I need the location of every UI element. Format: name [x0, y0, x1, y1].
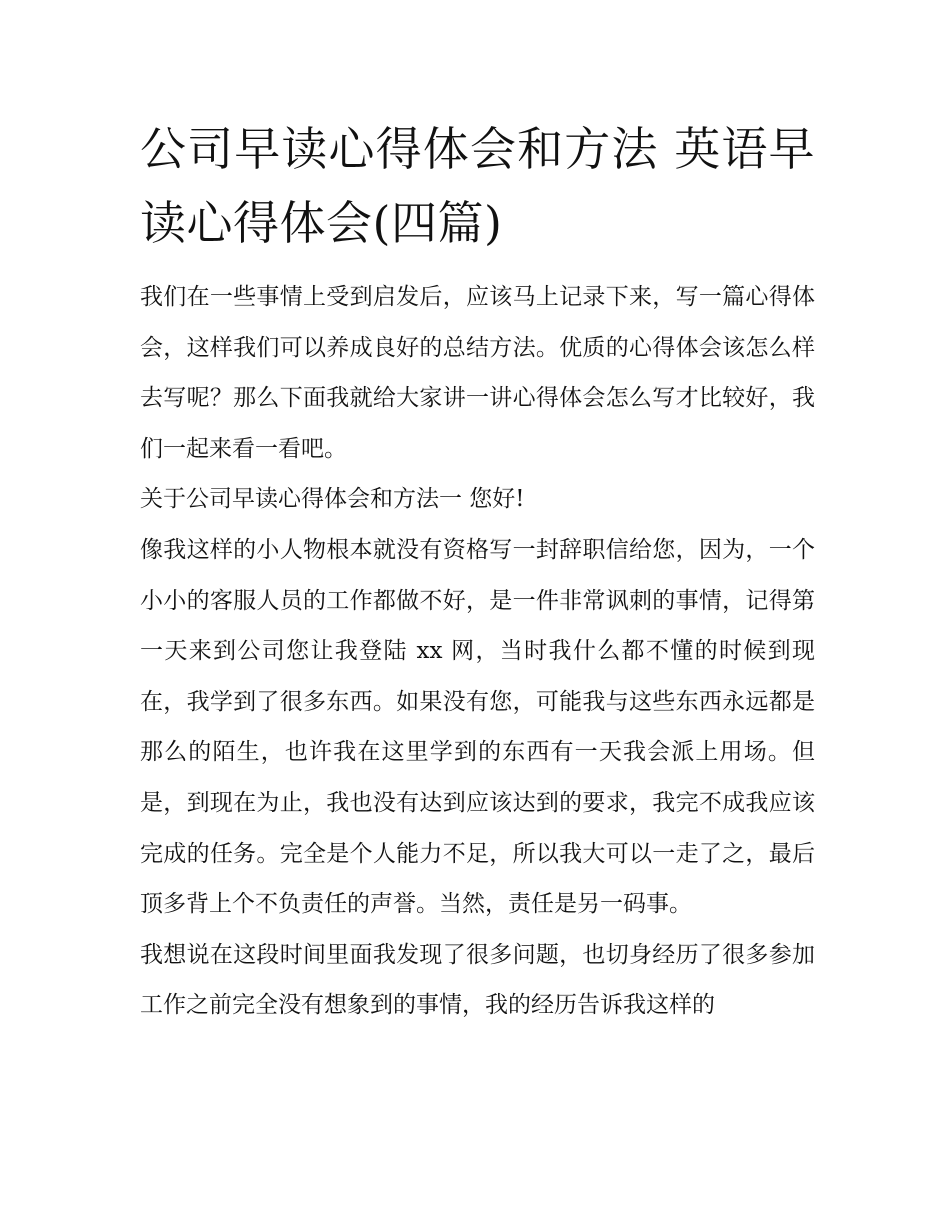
intro-paragraph: 我们在一些事情上受到启发后，应该马上记录下来，写一篇心得体会，这样我们可以养成良好的总结方法。优质的心得体会该怎么样去写呢？那么下面我就给大家讲一讲心得体会怎么写才比较好，我们一起来看一看吧。 — [140, 284, 815, 462]
body-paragraph: 我想说在这段时间里面我发现了很多问题，也切身经历了很多参加工作之前完全没有想象到的事情，我的经历告诉我这样的 — [140, 941, 815, 1019]
section-heading-paragraph: 关于公司早读心得体会和方法一 您好! — [140, 486, 525, 513]
document-title: 公司早读心得体会和方法 英语早读心得体会(四篇) — [140, 122, 815, 250]
document-body — [140, 112, 815, 1031]
body-paragraph: 像我这样的小人物根本就没有资格写一封辞职信给您，因为，一个小小的客服人员的工作都做不好，是一件非常讽刺的事情，记得第一天来到公司您让我登陆 xx 网，当时我什么都不懂的时候到现在，我学到了很多东西。如果没有您，可能我与这些东西永远都是那么的陌生，也许我在这里学到的东西有一天我会派上用场。但是，到现在为止，我也没有达到应该达到的要求，我完不成我应该完成的任务。完全是个人能力不足，所以我大可以一走了之，最后顶多背上个不负责任的声誉。当然，责任是另一码事。 — [140, 536, 815, 918]
